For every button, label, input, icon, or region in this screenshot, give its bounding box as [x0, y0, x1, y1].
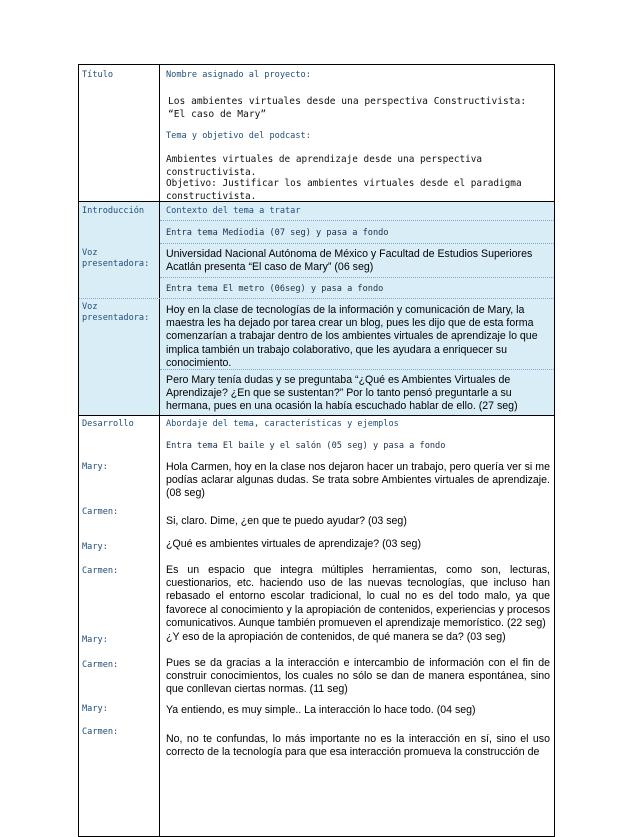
voz-1-text: Universidad Nacional Autónoma de México y Facultad de Estudios Superiores Acatlán presenta “El caso de Mary” (06 seg): [166, 248, 533, 274]
row-titulo: [79, 65, 554, 202]
label-desarrollo: Desarrollo: [82, 419, 134, 429]
line-3: ¿Qué es ambientes virtuales de aprendizaje? (03 seg): [166, 538, 421, 550]
speaker-5: Mary:: [82, 635, 108, 645]
nombre-label: Nombre asignado al proyecto:: [166, 70, 311, 80]
abordaje-label: Abordaje del tema, características y ejemplos: [166, 419, 399, 429]
line-2: Si, claro. Dime, ¿en que te puedo ayudar? (03 seg): [166, 515, 407, 527]
podcast-script-table: [78, 64, 555, 837]
label-voz-1: Voz presentadora:: [82, 248, 150, 269]
speaker-4: Carmen:: [82, 566, 119, 576]
line-4: Es un espacio que integra múltiples herramientas, como son, lecturas, cuestionarios, etc. haciendo uso de las nuevas tecnologías, que incluso han rebasado el entorno escolar tradicional, lo cual no es del todo malo, ya que favorece al conocimiento y la apropiación de contenidos, experiencias y procesos comunicativos. Aunque también promueven el aprendizaje memorístico. (22 seg): [166, 564, 550, 629]
entry-mediodia: Entra tema Mediodia (07 seg) y pasa a fondo: [166, 228, 389, 238]
speaker-6: Carmen:: [82, 660, 119, 670]
voz-2-text-1: Hoy en la clase de tecnologías de la información y comunicación de Mary, la maestra les ha dejado por tarea crear un blog, pues les dijo que de esta forma comenzarían a trabajar dentro de los ambientes virtuales de aprendizaje lo que implica también un trabajo colaborativo, que les ayudara a enriquecer su conocimiento.: [166, 304, 538, 369]
label-introduccion: Introducción: [82, 206, 145, 216]
tema-value: Ambientes virtuales de aprendizaje desde una perspectiva constructivista.: [166, 154, 483, 178]
voz-2-text-2: Pero Mary tenía dudas y se preguntaba “¿Qué es Ambientes Virtuales de Aprendizaje? ¿En que se sustentan?” Por lo tanto pensó preguntarle a su hermana, pues en una ocasión la había escuchado hablar de ello. (27 seg): [166, 374, 518, 413]
speaker-7: Mary:: [82, 704, 108, 714]
speaker-3: Mary:: [82, 542, 108, 552]
entry-metro: Entra tema El metro (06seg) y pasa a fondo: [166, 284, 384, 294]
label-titulo: Título: [82, 70, 114, 80]
line-5: ¿Y eso de la apropiación de contenidos, de qué manera se da? (03 seg): [166, 631, 506, 643]
line-1: Hola Carmen, hoy en la clase nos dejaron hacer un trabajo, pero quería ver si me podías aclarar algunas dudas. Se trata sobre Ambientes virtuales de aprendizaje. (08 seg): [166, 461, 550, 500]
line-7: Ya entiendo, es muy simple.. La interacción lo hace todo. (04 seg): [166, 704, 476, 716]
label-voz-2: Voz presentadora:: [82, 302, 150, 323]
row-introduccion: [79, 202, 554, 416]
speaker-8: Carmen:: [82, 727, 119, 737]
contexto-label: Contexto del tema a tratar: [166, 206, 301, 216]
objetivo-value: Objetivo: Justificar los ambientes virtuales desde el paradigma constructivista.: [166, 178, 522, 202]
speaker-1: Mary:: [82, 462, 108, 472]
project-name: Los ambientes virtuales desde una perspectiva Constructivista: “El caso de Mary”: [168, 96, 527, 120]
line-8: No, no te confundas, lo más importante no es la interacción en sí, sino el uso correcto de la tecnología para que esa interacción promueva la construcción de: [166, 733, 550, 759]
line-6: Pues se da gracias a la interacción e intercambio de información con el fin de construir conocimientos, los cuales no sólo se dan de manera espontánea, sino que conllevan ciertas normas. (11 seg): [166, 657, 550, 696]
tema-label: Tema y objetivo del podcast:: [166, 131, 311, 141]
row-desarrollo: [79, 416, 554, 836]
entry-baile: Entra tema El baile y el salón (05 seg) y pasa a fondo: [166, 441, 446, 451]
speaker-2: Carmen:: [82, 507, 119, 517]
